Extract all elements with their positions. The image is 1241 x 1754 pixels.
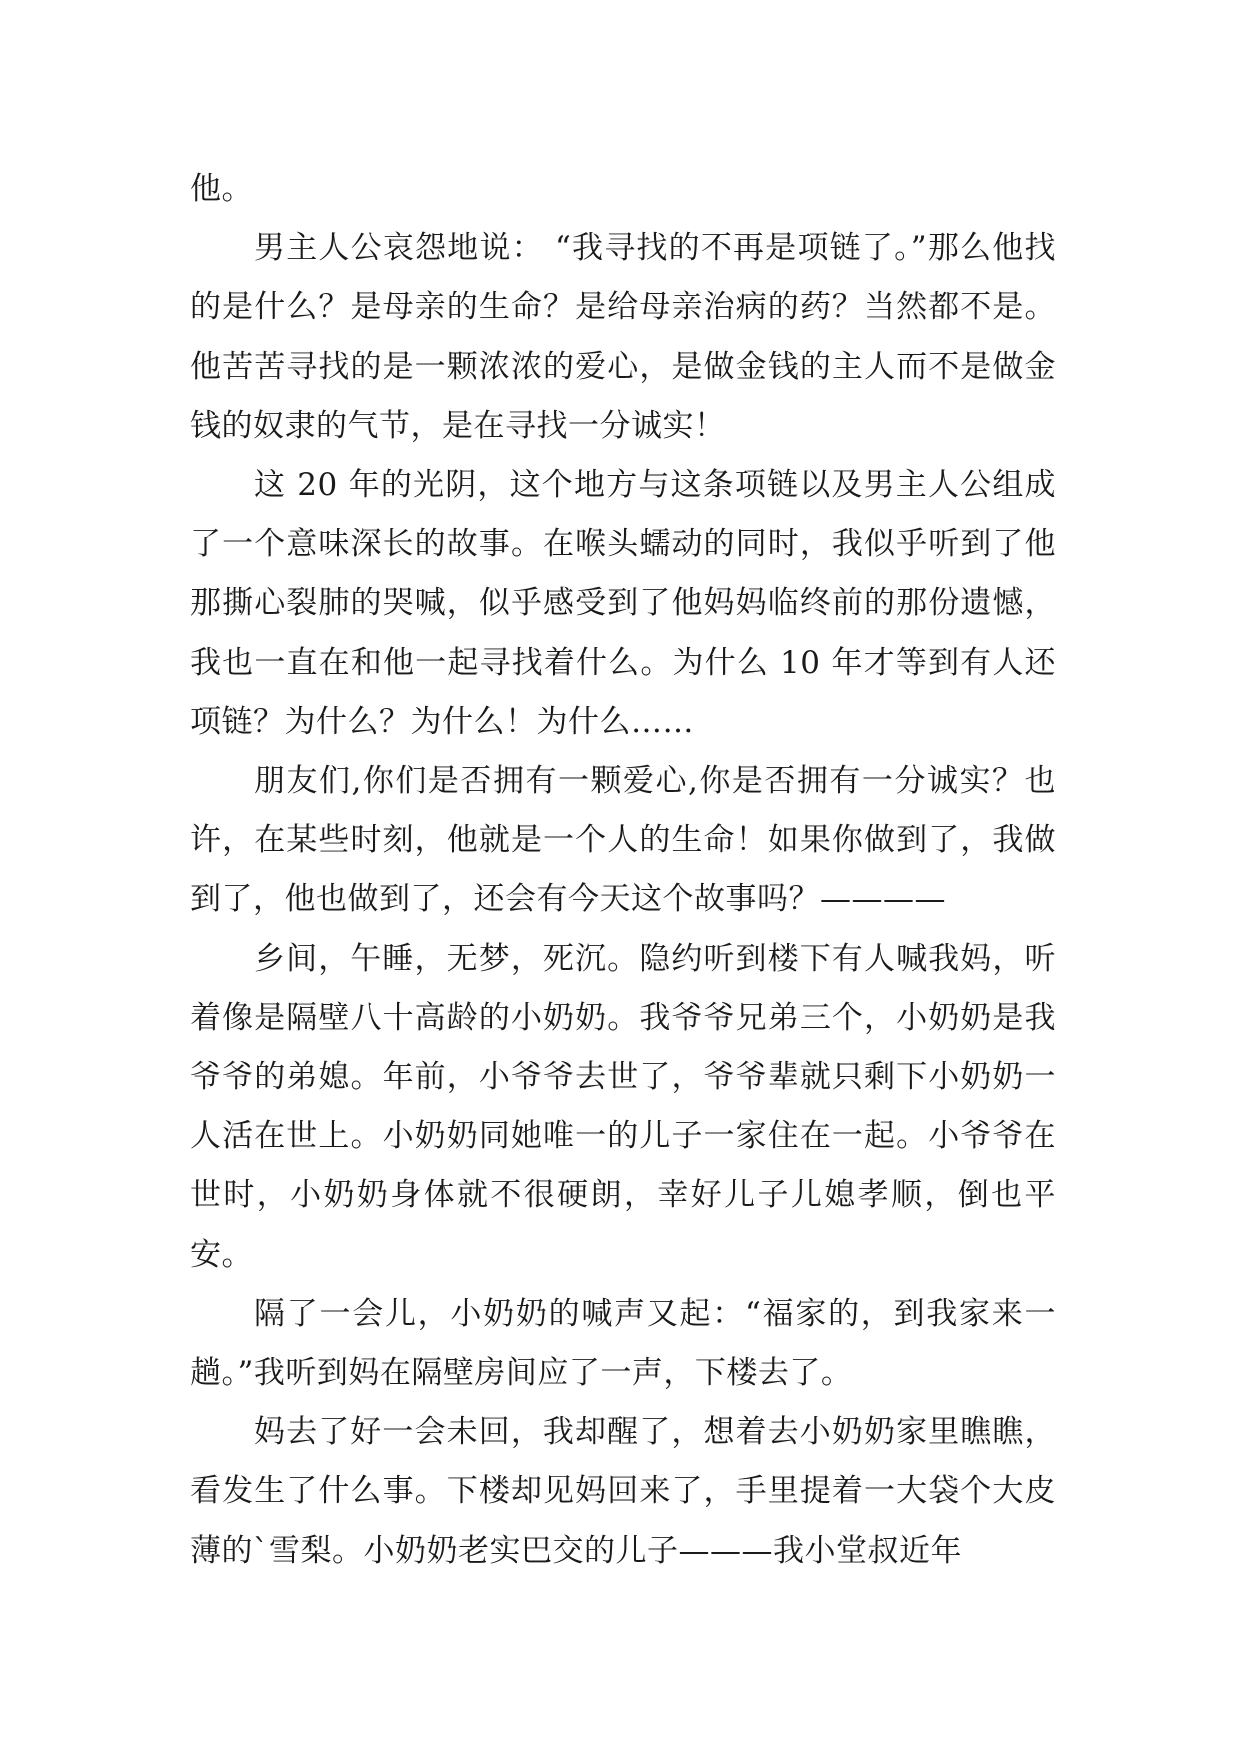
paragraph-3: 这 20 年的光阴，这个地方与这条项链以及男主人公组成了一个意味深长的故事。在喉头蠕动的同时，我似乎听到了他那撕心裂肺的哭喊，似乎感受到了他妈妈临终前的那份遗憾，我也一直在和他一起寻找着什么。为什么 10 年才等到有人还项链？为什么？为什么！为什么…… [190, 467, 1056, 740]
paragraph-7: 妈去了好一会未回，我却醒了，想着去小奶奶家里瞧瞧，看发生了什么事。下楼却见妈回来了，手里提着一大袋个大皮薄的`雪梨。小奶奶老实巴交的儿子———我小堂叔近年 [190, 1414, 1056, 1569]
paragraph-6: 隔了一会儿，小奶奶的喊声又起：“福家的，到我家来一趟。”我听到妈在隔壁房间应了一声，下楼去了。 [190, 1295, 1056, 1392]
paragraph-1: 他。 [190, 171, 253, 207]
document-body [190, 160, 1056, 1581]
paragraph-2: 男主人公哀怨地说： “我寻找的不再是项链了。”那么他找的是什么？是母亲的生命？是给母亲治病的药？当然都不是。他苦苦寻找的是一颗浓浓的爱心，是做金钱的主人而不是做金钱的奴隶的气节，是在寻找一分诚实！ [190, 230, 1056, 444]
paragraph-5: 乡间，午睡，无梦，死沉。隐约听到楼下有人喊我妈，听着像是隔壁八十高龄的小奶奶。我爷爷兄弟三个，小奶奶是我爷爷的弟媳。年前，小爷爷去世了，爷爷辈就只剩下小奶奶一人活在世上。小奶奶同她唯一的儿子一家住在一起。小爷爷在世时，小奶奶身体就不很硬朗，幸好儿子儿媳孝顺，倒也平安。 [190, 940, 1056, 1273]
paragraph-4: 朋友们,你们是否拥有一颗爱心,你是否拥有一分诚实？也许，在某些时刻，他就是一个人的生命！如果你做到了，我做到了，他也做到了，还会有今天这个故事吗？———— [190, 763, 1056, 918]
